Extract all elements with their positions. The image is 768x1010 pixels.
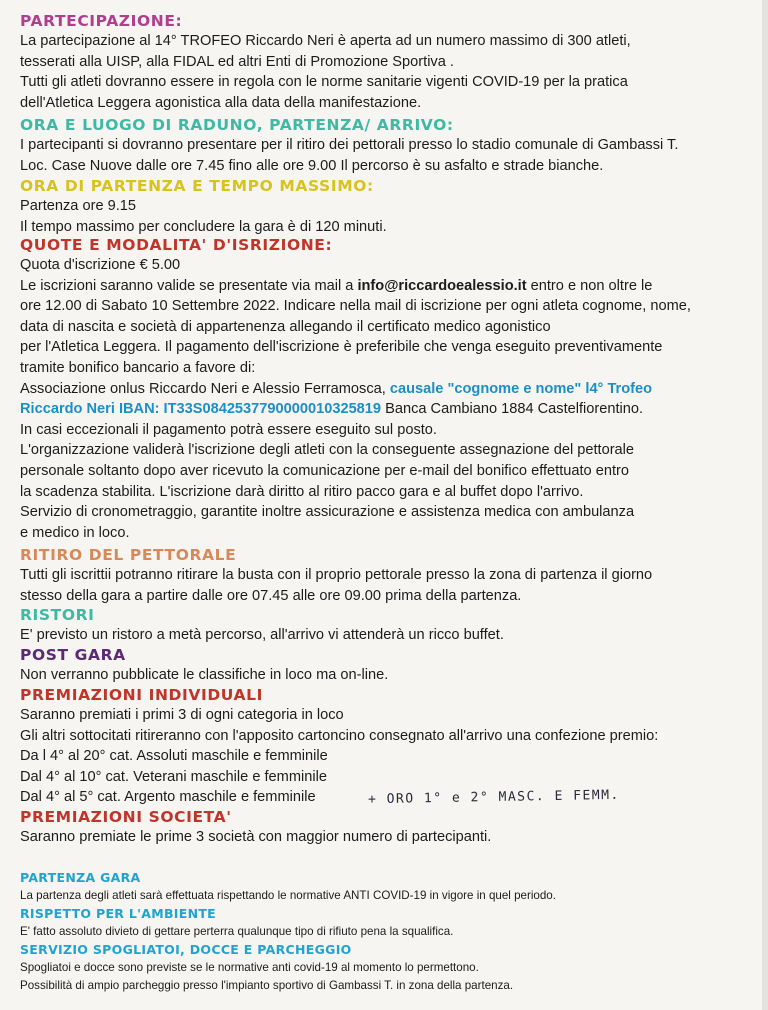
paragraph-line: Dal 4° al 10° cat. Veterani maschile e femminile [20, 768, 327, 785]
paragraph-line [20, 379, 756, 400]
paragraph-line: Da l 4° al 20° cat. Assoluti maschile e femminile [20, 748, 328, 765]
handwritten-note: + ORO 1° e 2° MASC. E FEMM. [367, 787, 620, 808]
paragraph-line: personale soltanto dopo aver ricevuto la comunicazione per e-mail del bonifico effettuato entro [20, 462, 629, 479]
section-ristori [20, 606, 756, 646]
paragraph-line: La partecipazione al 14° TROFEO Riccardo Neri è aperta ad un numero massimo di 300 atleti, [20, 33, 631, 49]
text-segment: Banca Cambiano 1884 Castelfiorentino. [381, 401, 644, 418]
section-title: PREMIAZIONI SOCIETA' [20, 808, 232, 826]
paragraph-line: tesserati alla UISP, alla FIDAL ed altri Enti di Promozione Sportiva . [20, 53, 454, 70]
paragraph-line: e medico in loco. [20, 524, 130, 541]
section-title: PARTENZA GARA [20, 870, 141, 885]
section-partenza-gara [20, 869, 756, 905]
paragraph-line: tramite bonifico bancario a favore di: [20, 359, 256, 376]
paragraph-line: la scadenza stabilita. L'iscrizione darà diritto al ritiro pacco gara e al buffet dopo l'arrivo. [20, 483, 584, 500]
paragraph-line: per l'Atletica Leggera. Il pagamento dell'iscrizione è preferibile che venga eseguito preventivamente [20, 339, 663, 356]
paragraph-line [20, 399, 756, 420]
paragraph-line: Il tempo massimo per concludere la gara è di 120 minuti. [20, 218, 387, 235]
section-title: PREMIAZIONI INDIVIDUALI [20, 686, 263, 704]
section-premiazioni-individuali [20, 686, 756, 808]
section-servizio-spogliatoi [20, 941, 756, 995]
iban-text: Riccardo Neri IBAN: IT33S0842537790000010325819 [20, 401, 382, 418]
section-partecipazione [20, 12, 756, 113]
paragraph-line: Tutti gli iscrittii potranno ritirare la busta con il proprio pettorale presso la zona di partenza il giorno [20, 567, 653, 583]
section-premiazioni-societa [20, 808, 756, 848]
paragraph-line: In casi eccezionali il pagamento potrà essere eseguito sul posto. [20, 421, 437, 438]
text-segment: Le iscrizioni saranno valide se presentate via mail a [20, 277, 358, 294]
section-title: SERVIZIO SPOGLIATOI, DOCCE E PARCHEGGIO [20, 942, 352, 957]
text-segment: Associazione onlus Riccardo Neri e Alessio Ferramosca, [20, 380, 390, 397]
section-title: QUOTE E MODALITA' D'ISRIZIONE: [20, 236, 333, 254]
causale-text: causale "cognome e nome" l4° Trofeo [389, 380, 653, 397]
paragraph-line: Possibilità di ampio parcheggio presso l'impianto sportivo di Gambassi T. in zona della partenza. [20, 979, 514, 992]
paragraph-line: Quota d'iscrizione € 5.00 [20, 257, 181, 273]
page-edge [762, 0, 768, 1010]
section-rispetto-ambiente [20, 905, 756, 941]
paragraph-line: La partenza degli atleti sarà effettuata rispettando le normative ANTI COVID-19 in vigore in quel periodo. [20, 889, 556, 902]
text-segment: entro e non oltre le [526, 277, 653, 294]
paragraph-line: Servizio di cronometraggio, garantite inoltre assicurazione e assistenza medica con ambulanza [20, 504, 635, 521]
paragraph-line: Partenza ore 9.15 [20, 198, 137, 214]
paragraph-line: E' previsto un ristoro a metà percorso, all'arrivo vi attenderà un ricco buffet. [20, 627, 504, 643]
paragraph-line: Tutti gli atleti dovranno essere in regola con le norme sanitarie vigenti COVID-19 per la pratica [20, 74, 628, 91]
section-title: RISPETTO PER L'AMBIENTE [20, 906, 217, 921]
paragraph-line: stesso della gara a partire dalle ore 07.45 alle ore 09.00 prima della partenza. [20, 587, 522, 604]
section-quote [20, 236, 756, 543]
section-title: ORA DI PARTENZA E TEMPO MASSIMO: [20, 177, 374, 195]
email-link[interactable]: info@riccardoealessio.it [357, 277, 527, 294]
paragraph-line: data di nascita e società di appartenenza allegando il certificato medico agonistico [20, 318, 551, 335]
section-title: RITIRO DEL PETTORALE [20, 546, 237, 564]
paragraph-line: Saranno premiate le prime 3 società con maggior numero di partecipanti. [20, 829, 492, 845]
paragraph-line: Dal 4° al 5° cat. Argento maschile e femminile [20, 789, 316, 806]
paragraph-line: E' fatto assoluto divieto di gettare perterra qualunque tipo di rifiuto pena la squalifica. [20, 925, 454, 938]
section-title: ORA E LUOGO DI RADUNO, PARTENZA/ ARRIVO: [20, 116, 454, 134]
paragraph-line: Non verranno pubblicate le classifiche in loco ma on-line. [20, 667, 389, 683]
paragraph-line: Loc. Case Nuove dalle ore 7.45 fino alle ore 9.00 Il percorso è su asfalto e strade bianche. [20, 157, 604, 174]
section-post-gara [20, 646, 756, 686]
paragraph-line: Spogliatoi e docce sono previste se le normative anti covid-19 al momento lo permettono. [20, 961, 479, 974]
section-title: PARTECIPAZIONE: [20, 12, 183, 30]
section-raduno [20, 116, 756, 176]
paragraph-line [20, 276, 756, 297]
section-title: POST GARA [20, 646, 126, 664]
section-ritiro-pettorale [20, 546, 756, 606]
paragraph-line: Gli altri sottocitati ritireranno con l'apposito cartoncino consegnato all'arrivo una confezione premio: [20, 727, 659, 744]
paragraph-line: ore 12.00 di Sabato 10 Settembre 2022. Indicare nella mail di iscrizione per ogni atleta cognome, nome, [20, 298, 691, 315]
paragraph-line: I partecipanti si dovranno presentare per il ritiro dei pettorali presso lo stadio comunale di Gambassi T. [20, 137, 679, 153]
section-partenza [20, 177, 756, 237]
paragraph-line: Saranno premiati i primi 3 di ogni categoria in loco [20, 707, 344, 723]
paragraph-line: L'organizzazione validerà l'iscrizione degli atleti con la conseguente assegnazione del pettorale [20, 442, 635, 459]
section-title: RISTORI [20, 606, 95, 624]
paragraph-line: dell'Atletica Leggera agonistica alla data della manifestazione. [20, 94, 422, 111]
